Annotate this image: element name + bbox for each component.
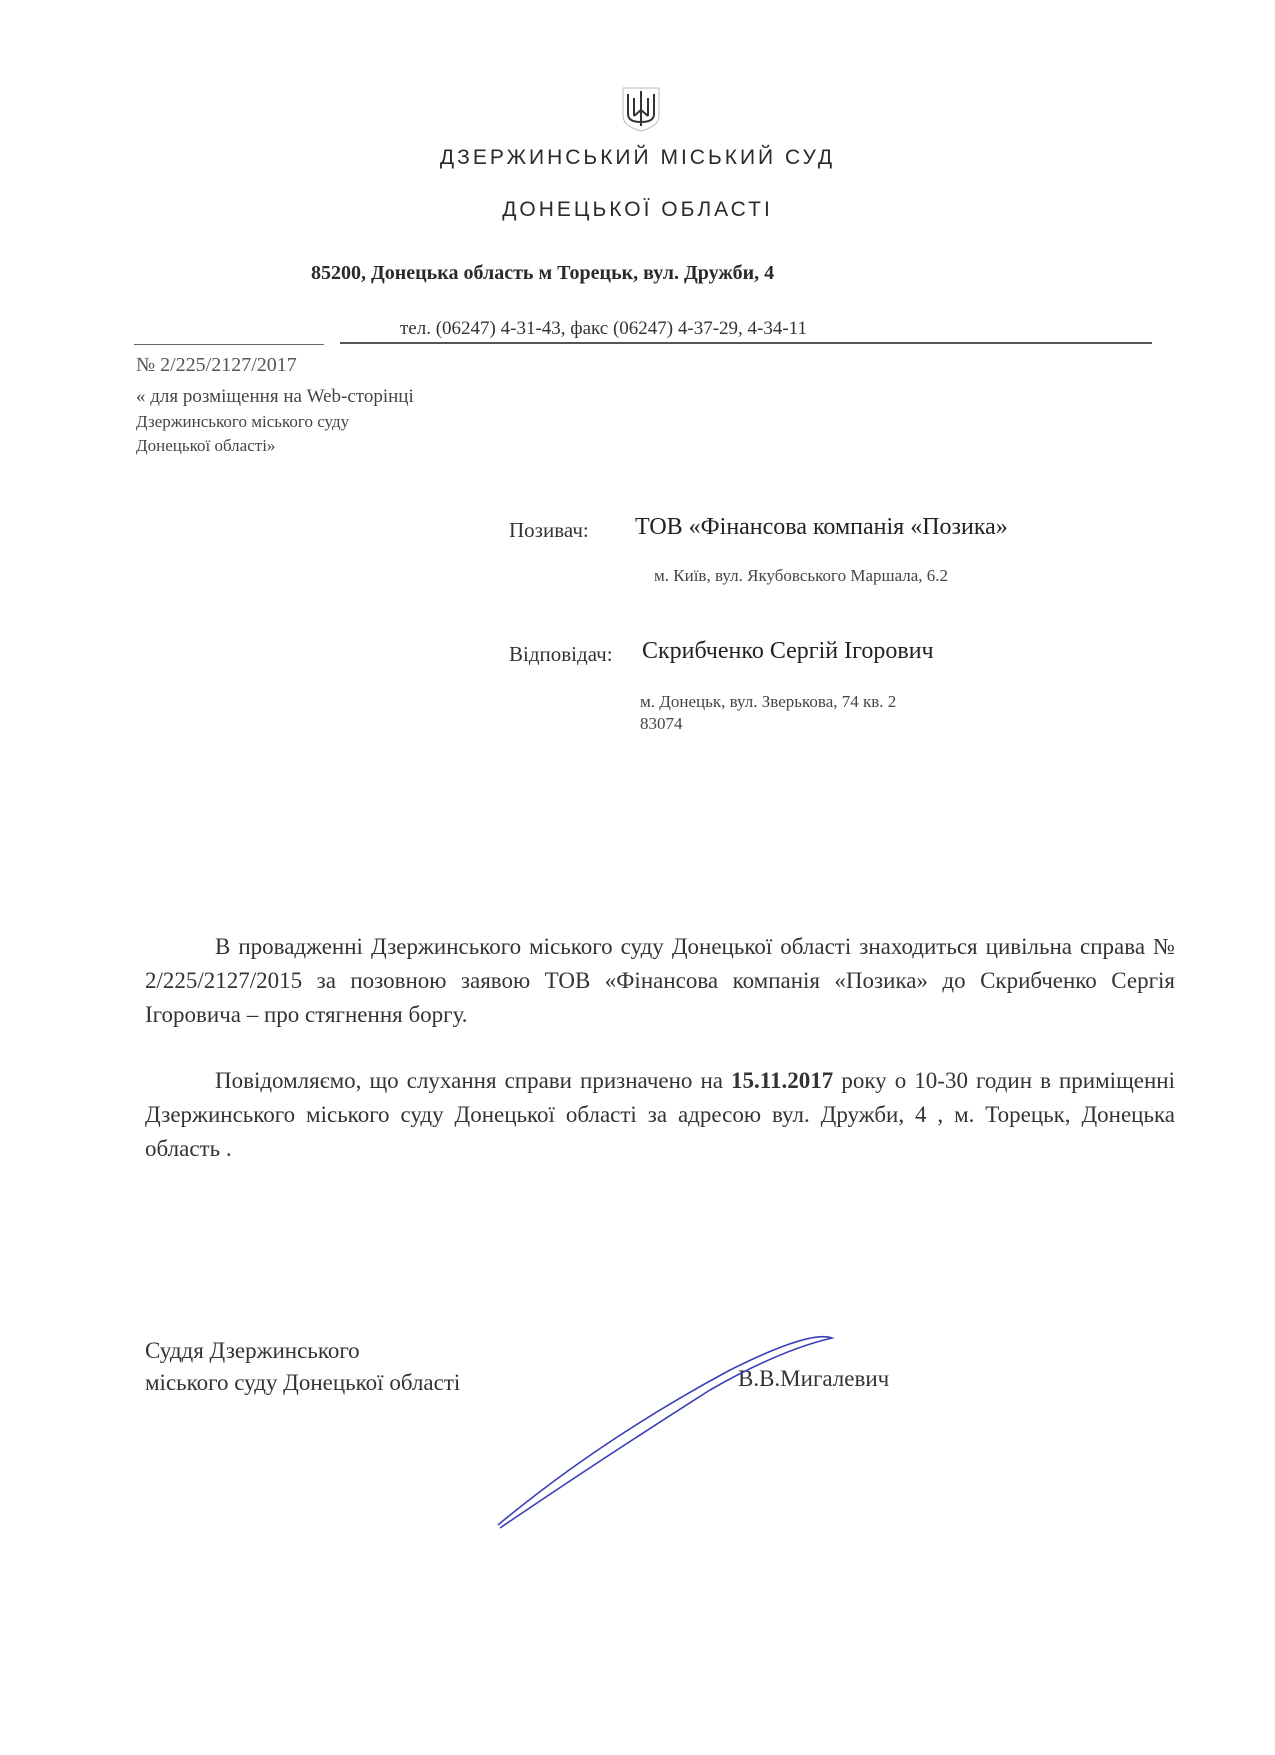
plaintiff-address: м. Київ, вул. Якубовського Маршала, 6.2	[654, 566, 949, 585]
court-name-line2: ДОНЕЦЬКОЇ ОБЛАСТІ	[502, 198, 773, 221]
hearing-date: 15.11.2017	[731, 1068, 834, 1093]
defendant-name: Скрибченко Сергій Ігорович	[642, 638, 934, 664]
defendant-postcode: 83074	[640, 714, 683, 733]
plaintiff-name: ТОВ «Фінансова компанія «Позика»	[635, 514, 1008, 540]
court-phones: тел. (06247) 4-31-43, факс (06247) 4-37-29, 4-34-11	[400, 318, 807, 339]
signer-name: В.В.Мигалевич	[738, 1366, 890, 1391]
header-divider-short	[134, 344, 324, 345]
reference-note-line1: « для розміщення на Web-сторінці	[136, 386, 414, 407]
plaintiff-label: Позивач:	[509, 518, 589, 542]
court-name-line1: ДЗЕРЖИНСЬКИЙ МІСЬКИЙ СУД	[439, 146, 836, 169]
court-address: 85200, Донецька область м Торецьк, вул. Дружби, 4	[311, 262, 775, 284]
header-divider	[340, 342, 1152, 344]
paragraph2-before: Повідомляємо, що слухання справи призначено на	[215, 1068, 732, 1093]
body-paragraph-1: В провадженні Дзержинського міського суду Донецької області знаходиться цивільна справа № 2/225/2127/2015 за позовною заявою ТОВ «Фінансова компанія «Позика» до Скрибченко Сергія Ігоровича – про стягнення боргу.	[145, 934, 1175, 1027]
reference-note-line2: Дзержинського міського суду	[136, 412, 350, 431]
reference-number: № 2/225/2127/2017	[136, 354, 297, 376]
defendant-address: м. Донецьк, вул. Зверькова, 74 кв. 2	[640, 692, 897, 711]
handwritten-signature	[480, 1320, 860, 1540]
defendant-label: Відповідач:	[509, 642, 613, 666]
paragraph2-after: року о 10-30 годин в приміщенні Дзержинського міського суду Донецької області за адресою вул. Дружби, 4 , м. Торецьк, Донецька область .	[145, 1068, 1175, 1161]
body-paragraph-2	[145, 1064, 1175, 1166]
signer-title-line1: Суддя Дзержинського	[145, 1338, 360, 1363]
trident-emblem	[620, 86, 662, 132]
signer-title-line2: міського суду Донецької області	[145, 1370, 461, 1395]
reference-note-line3: Донецької області»	[136, 436, 276, 455]
